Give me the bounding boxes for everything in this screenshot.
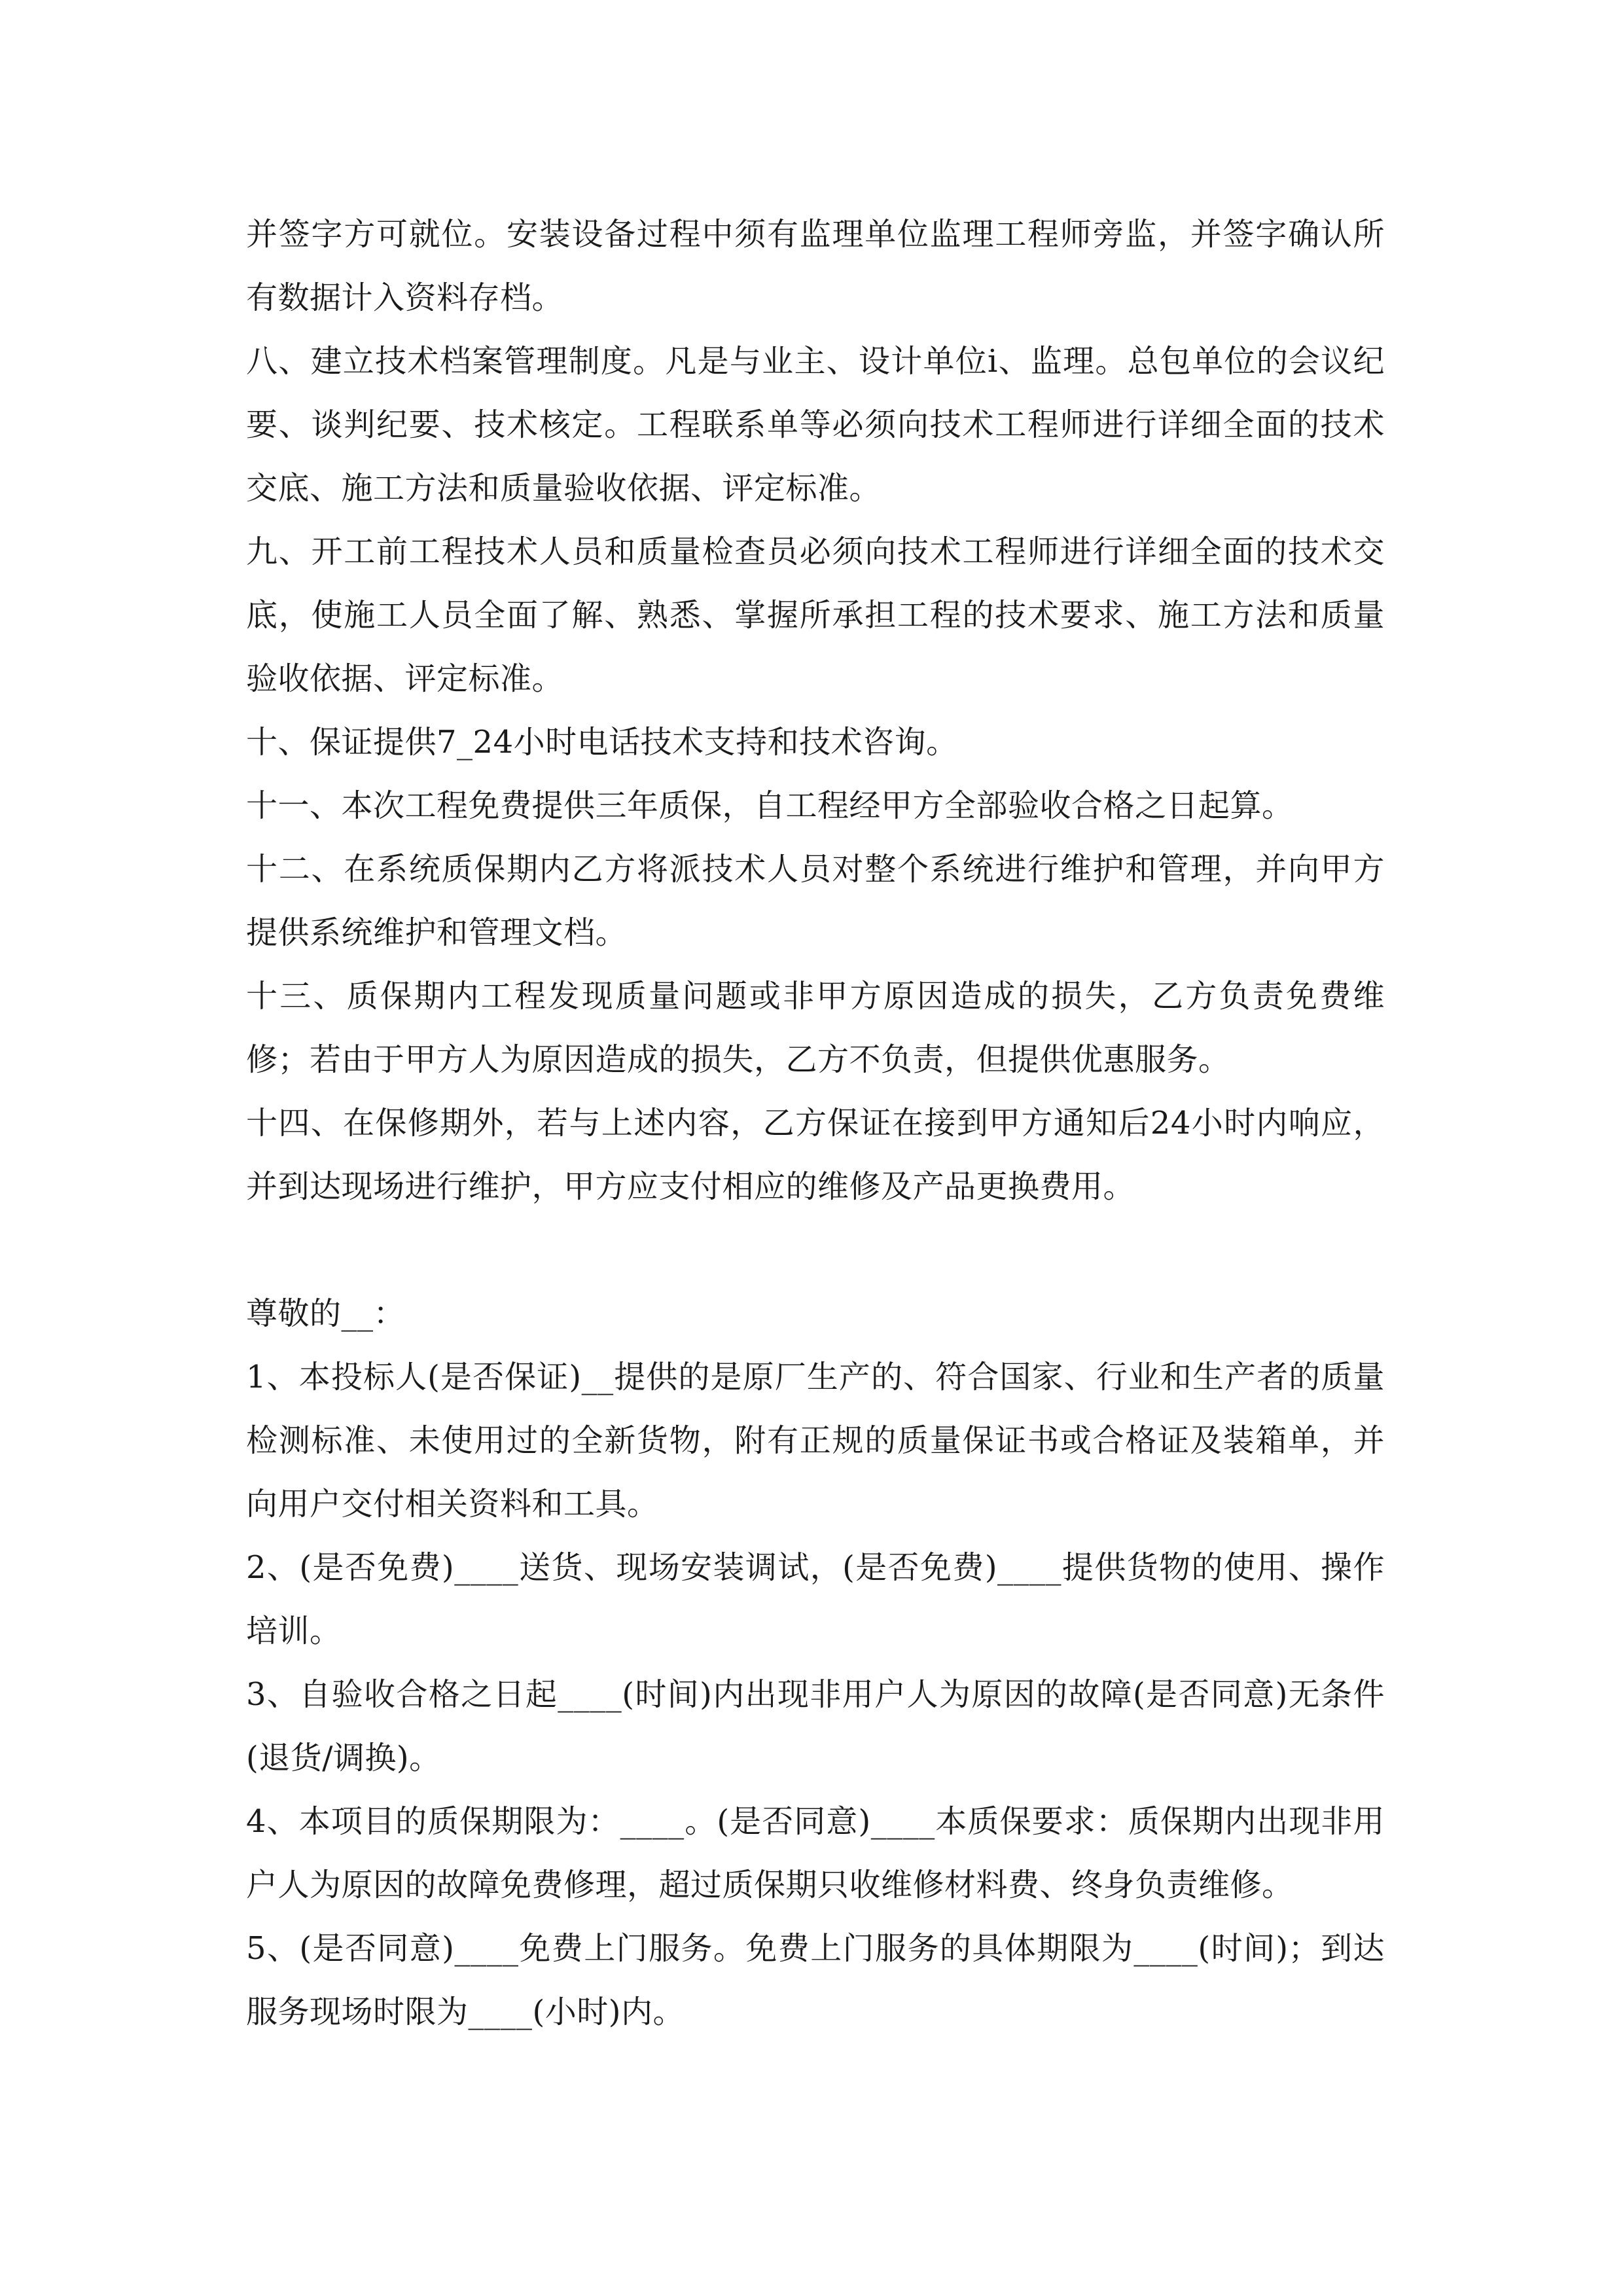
salutation: 尊敬的__： bbox=[246, 1295, 406, 1332]
document-body bbox=[246, 203, 1385, 2044]
paragraph-item-10: 十、保证提供7_24小时电话技术支持和技术咨询。 bbox=[246, 724, 958, 761]
paragraph-sign-and-archive: 并签字方可就位。安装设备过程中须有监理单位监理工程师旁监，并签字确认所有数据计入资料存档。 bbox=[246, 216, 1385, 316]
section-spacer bbox=[246, 1219, 1385, 1282]
commitment-item-3: 3、自验收合格之日起____(时间)内出现非用户人为原因的故障(是否同意)无条件(退货/调换)。 bbox=[246, 1676, 1385, 1776]
paragraph-item-13: 十三、质保期内工程发现质量问题或非甲方原因造成的损失，乙方负责免费维修；若由于甲方人为原因造成的损失，乙方不负责，但提供优惠服务。 bbox=[246, 978, 1385, 1078]
paragraph-item-8: 八、建立技术档案管理制度。凡是与业主、设计单位i、监理。总包单位的会议纪要、谈判纪要、技术核定。工程联系单等必须向技术工程师进行详细全面的技术交底、施工方法和质量验收依据、评定标准。 bbox=[246, 343, 1385, 507]
paragraph-item-14: 十四、在保修期外，若与上述内容，乙方保证在接到甲方通知后24小时内响应，并到达现场进行维护，甲方应支付相应的维修及产品更换费用。 bbox=[246, 1105, 1385, 1205]
paragraph-item-11: 十一、本次工程免费提供三年质保，自工程经甲方全部验收合格之日起算。 bbox=[246, 787, 1294, 824]
paragraph-item-12: 十二、在系统质保期内乙方将派技术人员对整个系统进行维护和管理，并向甲方提供系统维护和管理文档。 bbox=[246, 851, 1385, 951]
paragraph-item-9: 九、开工前工程技术人员和质量检查员必须向技术工程师进行详细全面的技术交底，使施工人员全面了解、熟悉、掌握所承担工程的技术要求、施工方法和质量验收依据、评定标准。 bbox=[246, 533, 1385, 697]
commitment-item-1: 1、本投标人(是否保证)__提供的是原厂生产的、符合国家、行业和生产者的质量检测标准、未使用过的全新货物，附有正规的质量保证书或合格证及装箱单，并向用户交付相关资料和工具。 bbox=[246, 1359, 1385, 1522]
commitment-item-4: 4、本项目的质保期限为：____。(是否同意)____本质保要求：质保期内出现非用户人为原因的故障免费修理，超过质保期只收维修材料费、终身负责维修。 bbox=[246, 1803, 1385, 1903]
commitment-item-5: 5、(是否同意)____免费上门服务。免费上门服务的具体期限为____(时间)；到达服务现场时限为____(小时)内。 bbox=[246, 1930, 1385, 2030]
commitment-item-2: 2、(是否免费)____送货、现场安装调试，(是否免费)____提供货物的使用、操作培训。 bbox=[246, 1549, 1385, 1649]
